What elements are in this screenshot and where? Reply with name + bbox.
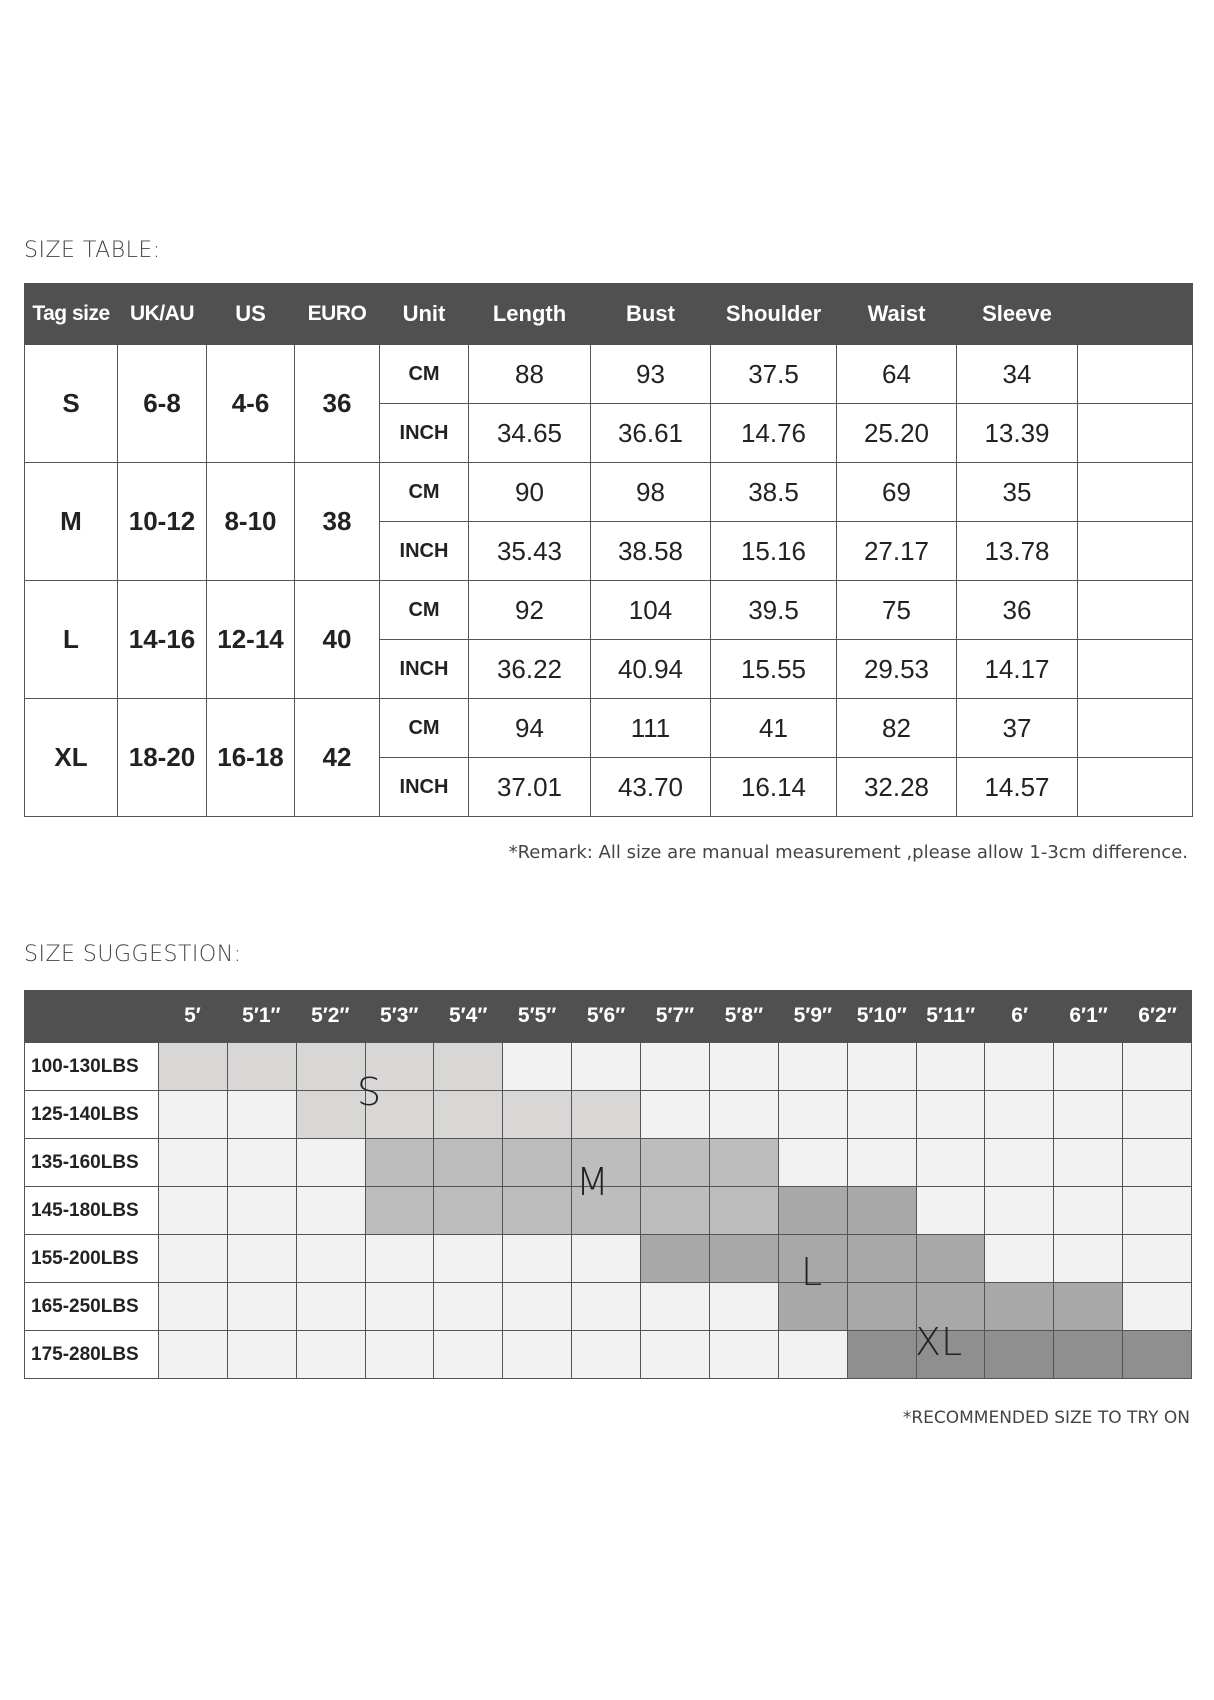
grid-cell: [503, 1235, 572, 1283]
grid-cell: [434, 1187, 503, 1235]
size-table-header: [25, 284, 1193, 345]
height-header: 5′: [184, 1004, 201, 1027]
euro-cell: 36: [295, 345, 380, 463]
header-tag-size: Tag size: [25, 284, 118, 345]
grid-cell: [779, 1091, 848, 1139]
grid-corner: [24, 990, 158, 1042]
height-header: 5′2″: [311, 1004, 350, 1027]
grid-cell: [710, 1283, 779, 1331]
grid-cell: [503, 1331, 572, 1379]
grid-cell: [1054, 1283, 1123, 1331]
grid-cell: [503, 1043, 572, 1091]
empty-cell: [1078, 404, 1193, 463]
header-euro: EURO: [295, 284, 380, 345]
grid-cell: [228, 1187, 297, 1235]
grid-cell: [1054, 1187, 1123, 1235]
grid-cell: [159, 1235, 228, 1283]
shoulder-cell: 15.55: [711, 640, 837, 699]
us-cell: 4-6: [207, 345, 295, 463]
grid-cell: [710, 1235, 779, 1283]
weight-label: 135-160LBS: [25, 1139, 159, 1187]
height-header: 5′1″: [242, 1004, 281, 1027]
grid-cell: [297, 1235, 366, 1283]
grid-cell: [917, 1091, 986, 1139]
grid-cell: [779, 1331, 848, 1379]
uk-au-cell: 18-20: [118, 699, 207, 817]
grid-cell: [572, 1043, 641, 1091]
us-cell: 8-10: [207, 463, 295, 581]
grid-cell: [641, 1091, 710, 1139]
size-suggestion-grid: [24, 990, 1192, 1379]
length-cell: 92: [469, 581, 591, 640]
grid-cell: [159, 1043, 228, 1091]
grid-cell: [228, 1331, 297, 1379]
bust-cell: 38.58: [591, 522, 711, 581]
grid-cell: [434, 1331, 503, 1379]
size-label-l: L: [801, 1250, 823, 1294]
length-cell: 90: [469, 463, 591, 522]
bust-cell: 93: [591, 345, 711, 404]
shoulder-cell: 37.5: [711, 345, 837, 404]
grid-cell: [434, 1139, 503, 1187]
weight-label: 155-200LBS: [25, 1235, 159, 1283]
length-cell: 34.65: [469, 404, 591, 463]
height-header: 5′8″: [724, 1004, 764, 1027]
header-shoulder: Shoulder: [711, 284, 837, 345]
height-header: 5′11″: [926, 1004, 976, 1027]
grid-cell: [641, 1043, 710, 1091]
length-cell: 37.01: [469, 758, 591, 817]
length-cell: 36.22: [469, 640, 591, 699]
grid-cell: [366, 1139, 435, 1187]
grid-cell: [985, 1235, 1054, 1283]
weight-label: 100-130LBS: [25, 1043, 159, 1091]
size-row-cm: [25, 699, 1193, 758]
grid-cell: [710, 1187, 779, 1235]
euro-cell: 40: [295, 581, 380, 699]
weight-label: 145-180LBS: [25, 1187, 159, 1235]
grid-cell: [985, 1187, 1054, 1235]
weight-label: 175-280LBS: [25, 1331, 159, 1379]
grid-cell: [159, 1187, 228, 1235]
unit-cell: CM: [380, 463, 469, 522]
grid-cell: [710, 1331, 779, 1379]
shoulder-cell: 39.5: [711, 581, 837, 640]
length-cell: 94: [469, 699, 591, 758]
grid-cell: [434, 1043, 503, 1091]
size-suggestion-title: SIZE SUGGESTION:: [24, 942, 242, 967]
grid-cell: [297, 1091, 366, 1139]
grid-cell: [848, 1283, 917, 1331]
header-waist: Waist: [837, 284, 957, 345]
grid-cell: [917, 1187, 986, 1235]
sleeve-cell: 14.17: [957, 640, 1078, 699]
grid-cell: [1054, 1235, 1123, 1283]
empty-cell: [1078, 758, 1193, 817]
grid-cell: [434, 1235, 503, 1283]
euro-cell: 42: [295, 699, 380, 817]
sleeve-cell: 13.39: [957, 404, 1078, 463]
grid-cell: [641, 1139, 710, 1187]
height-header: 5′7″: [655, 1004, 695, 1027]
grid-cell: [848, 1139, 917, 1187]
weight-label: 125-140LBS: [25, 1091, 159, 1139]
euro-cell: 38: [295, 463, 380, 581]
waist-cell: 29.53: [837, 640, 957, 699]
height-header: 6′: [1011, 1004, 1029, 1027]
waist-cell: 69: [837, 463, 957, 522]
empty-cell: [1078, 640, 1193, 699]
unit-cell: INCH: [380, 758, 469, 817]
shoulder-cell: 38.5: [711, 463, 837, 522]
unit-cell: INCH: [380, 522, 469, 581]
grid-cell: [1123, 1091, 1192, 1139]
shoulder-cell: 41: [711, 699, 837, 758]
bust-cell: 98: [591, 463, 711, 522]
waist-cell: 82: [837, 699, 957, 758]
grid-cell: [985, 1091, 1054, 1139]
grid-cell: [1123, 1235, 1192, 1283]
height-header: 5′9″: [793, 1004, 833, 1027]
weight-label: 165-250LBS: [25, 1283, 159, 1331]
grid-cell: [917, 1043, 986, 1091]
us-cell: 12-14: [207, 581, 295, 699]
waist-cell: 64: [837, 345, 957, 404]
grid-cell: [297, 1187, 366, 1235]
height-header: 5′4″: [448, 1004, 488, 1027]
grid-cell: [228, 1283, 297, 1331]
grid-cell: [434, 1283, 503, 1331]
grid-cell: [297, 1139, 366, 1187]
empty-cell: [1078, 463, 1193, 522]
grid-cell: [159, 1331, 228, 1379]
grid-cell: [848, 1331, 917, 1379]
bust-cell: 43.70: [591, 758, 711, 817]
waist-cell: 27.17: [837, 522, 957, 581]
grid-cell: [917, 1235, 986, 1283]
grid-cell: [641, 1283, 710, 1331]
grid-cell: [228, 1235, 297, 1283]
uk-au-cell: 10-12: [118, 463, 207, 581]
sleeve-cell: 13.78: [957, 522, 1078, 581]
grid-cell: [297, 1283, 366, 1331]
grid-cell: [1123, 1283, 1192, 1331]
grid-cell: [1123, 1187, 1192, 1235]
size-table: [24, 283, 1193, 817]
tag-size-cell: XL: [25, 699, 118, 817]
empty-cell: [1078, 581, 1193, 640]
grid-cell: [848, 1043, 917, 1091]
tag-size-cell: L: [25, 581, 118, 699]
size-label-s: S: [357, 1070, 382, 1114]
size-row-cm: [25, 463, 1193, 522]
grid-cell: [434, 1091, 503, 1139]
grid-cell: [641, 1331, 710, 1379]
grid-cell: [779, 1043, 848, 1091]
grid-cell: [297, 1331, 366, 1379]
size-label-xl: XL: [915, 1320, 963, 1364]
sleeve-cell: 36: [957, 581, 1078, 640]
grid-cell: [159, 1091, 228, 1139]
uk-au-cell: 6-8: [118, 345, 207, 463]
header-unit: Unit: [380, 284, 469, 345]
height-header: 5′6″: [586, 1004, 626, 1027]
bust-cell: 40.94: [591, 640, 711, 699]
size-row-cm: [25, 345, 1193, 404]
height-header: 5′5″: [517, 1004, 557, 1027]
grid-cell: [985, 1331, 1054, 1379]
height-header: 5′10″: [856, 1004, 907, 1027]
header-uk-au: UK/AU: [118, 284, 207, 345]
size-label-m: M: [576, 1160, 609, 1204]
grid-cell: [366, 1283, 435, 1331]
length-cell: 35.43: [469, 522, 591, 581]
header-length: Length: [469, 284, 591, 345]
grid-cell: [1123, 1331, 1192, 1379]
grid-cell: [503, 1187, 572, 1235]
grid-cell: [985, 1043, 1054, 1091]
grid-cell: [503, 1283, 572, 1331]
grid-cell: [710, 1139, 779, 1187]
grid-cell: [710, 1043, 779, 1091]
unit-cell: INCH: [380, 640, 469, 699]
grid-cell: [503, 1091, 572, 1139]
grid-cell: [228, 1139, 297, 1187]
grid-cell: [159, 1139, 228, 1187]
header-sleeve: Sleeve: [957, 284, 1078, 345]
grid-cell: [572, 1091, 641, 1139]
recommend-note: *RECOMMENDED SIZE TO TRY ON: [902, 1408, 1190, 1428]
unit-cell: CM: [380, 345, 469, 404]
grid-cell: [641, 1235, 710, 1283]
grid-cell: [503, 1139, 572, 1187]
header-empty: [1078, 284, 1193, 345]
grid-header: [24, 990, 1192, 1042]
tag-size-cell: M: [25, 463, 118, 581]
height-header: 5′3″: [380, 1004, 419, 1027]
bust-cell: 36.61: [591, 404, 711, 463]
shoulder-cell: 14.76: [711, 404, 837, 463]
length-cell: 88: [469, 345, 591, 404]
tag-size-cell: S: [25, 345, 118, 463]
grid-cell: [1054, 1043, 1123, 1091]
uk-au-cell: 14-16: [118, 581, 207, 699]
unit-cell: CM: [380, 581, 469, 640]
size-table-title: SIZE TABLE:: [24, 238, 161, 263]
empty-cell: [1078, 522, 1193, 581]
remark-text: *Remark: All size are manual measurement ,please allow 1-3cm difference.: [508, 842, 1188, 863]
grid-cell: [572, 1283, 641, 1331]
grid-cell: [1123, 1139, 1192, 1187]
grid-cell: [848, 1235, 917, 1283]
header-us: US: [207, 284, 295, 345]
height-header: 6′1″: [1069, 1004, 1108, 1027]
grid-cell: [228, 1091, 297, 1139]
sleeve-cell: 14.57: [957, 758, 1078, 817]
sleeve-cell: 35: [957, 463, 1078, 522]
us-cell: 16-18: [207, 699, 295, 817]
grid-cell: [297, 1043, 366, 1091]
sleeve-cell: 37: [957, 699, 1078, 758]
unit-cell: INCH: [380, 404, 469, 463]
bust-cell: 111: [591, 699, 711, 758]
size-row-cm: [25, 581, 1193, 640]
grid-cell: [641, 1187, 710, 1235]
height-header: 6′2″: [1138, 1004, 1177, 1027]
grid-cell: [1123, 1043, 1192, 1091]
grid-cell: [1054, 1331, 1123, 1379]
empty-cell: [1078, 345, 1193, 404]
bust-cell: 104: [591, 581, 711, 640]
grid-cell: [366, 1187, 435, 1235]
unit-cell: CM: [380, 699, 469, 758]
grid-cell: [159, 1283, 228, 1331]
waist-cell: 25.20: [837, 404, 957, 463]
grid-cell: [1054, 1139, 1123, 1187]
grid-cell: [779, 1187, 848, 1235]
grid-cell: [848, 1091, 917, 1139]
grid-cell: [228, 1043, 297, 1091]
grid-cell: [779, 1139, 848, 1187]
shoulder-cell: 15.16: [711, 522, 837, 581]
grid-cell: [985, 1283, 1054, 1331]
header-bust: Bust: [591, 284, 711, 345]
grid-cell: [848, 1187, 917, 1235]
waist-cell: 32.28: [837, 758, 957, 817]
sleeve-cell: 34: [957, 345, 1078, 404]
grid-cell: [710, 1091, 779, 1139]
grid-body: [24, 1042, 1192, 1379]
grid-cell: [366, 1331, 435, 1379]
shoulder-cell: 16.14: [711, 758, 837, 817]
grid-cell: [572, 1235, 641, 1283]
grid-cell: [1054, 1091, 1123, 1139]
grid-cell: [985, 1139, 1054, 1187]
grid-cell: [917, 1139, 986, 1187]
grid-cell: [572, 1331, 641, 1379]
waist-cell: 75: [837, 581, 957, 640]
grid-cell: [366, 1235, 435, 1283]
empty-cell: [1078, 699, 1193, 758]
